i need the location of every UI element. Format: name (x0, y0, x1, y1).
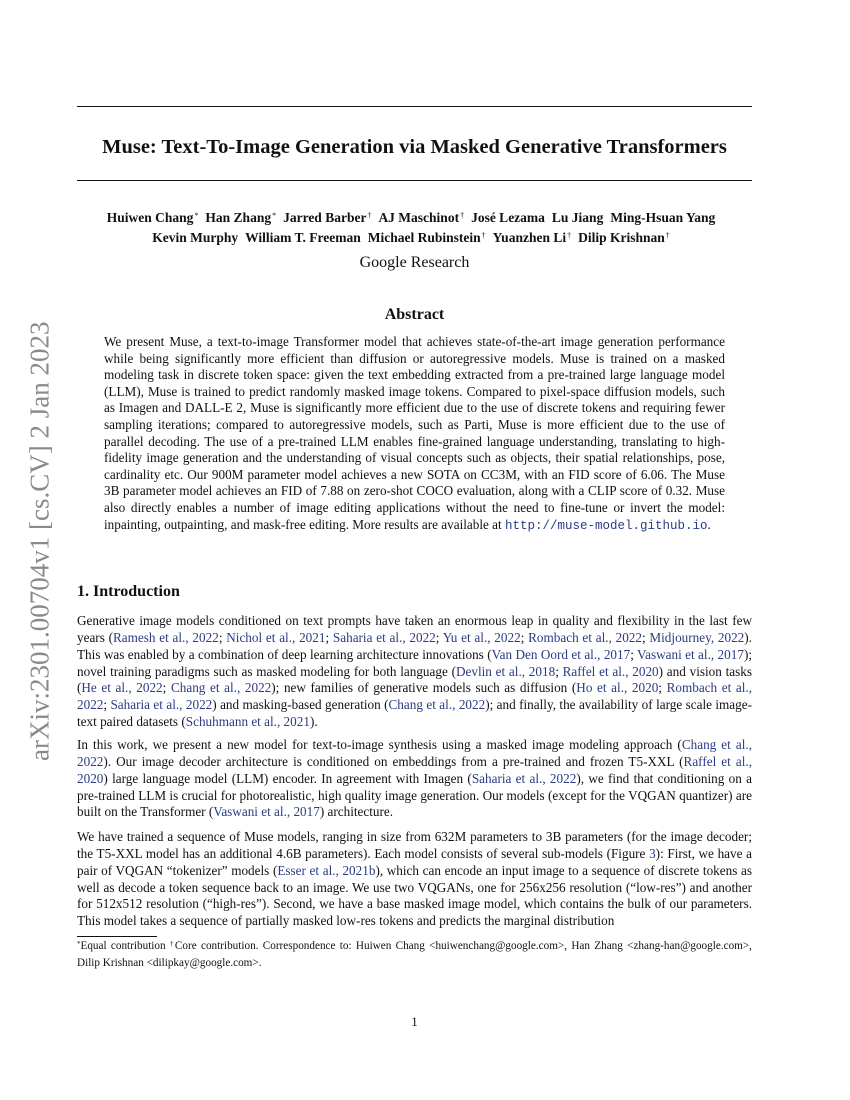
paragraph-text: ), which can encode an input image to a sequence of discrete tokens as well as decode a token sequence back to an image. We use two VQGANs, one for 256x256 resolution (“low-res”) and another for 512x512 resolution (“high-res”). Second, we have a base masked image model, which contains the bulk of our parameters. This model takes a sequence of partially masked low-res tokens and predicts the marginal distribution (77, 862, 752, 929)
author-name-text: Yuanzhen Li (492, 230, 567, 245)
paragraph-text: ; (435, 629, 443, 645)
author-name (205, 210, 276, 225)
author-name (378, 210, 464, 225)
author-name-text: Huiwen Chang (106, 210, 194, 225)
author-name (493, 230, 571, 245)
author-name (610, 210, 715, 225)
author-mark: † (567, 231, 572, 240)
author-name-text: Michael Rubinstein (367, 230, 481, 245)
citation-link[interactable]: Schuhmann et al., 2021 (185, 714, 310, 730)
abstract-url-suffix: . (707, 516, 711, 532)
paragraph-text: ) large language model (LLM) encoder. In agreement with Imagen ( (103, 770, 472, 786)
citation-link[interactable]: Vaswani et al., 2017 (637, 646, 744, 662)
paragraph-text: ; (641, 629, 650, 645)
paper-title: Muse: Text-To-Image Generation via Masked Generative Transformers (102, 136, 727, 158)
page-number: 1 (411, 1014, 418, 1029)
paragraph-text: ) and vision tasks ( (77, 663, 752, 696)
citation-link[interactable]: Saharia et al., 2022 (471, 770, 577, 786)
citation-link[interactable]: Devlin et al., 2018 (455, 663, 556, 679)
paragraph-text: ); new families of generative models such as diffusion ( (271, 680, 577, 696)
author-name (107, 210, 199, 225)
citation-link[interactable]: Rombach et al., 2022 (77, 680, 753, 713)
footnote-rule (77, 936, 157, 937)
author-name (152, 230, 238, 245)
intro-heading: 1. Introduction (77, 583, 180, 600)
footnote-mark-core: † (169, 940, 175, 948)
citation-link[interactable]: Raffel et al., 2020 (562, 663, 659, 679)
footnote-mark-equal: * (77, 940, 81, 948)
citation-link[interactable]: Raffel et al., 2020 (77, 753, 752, 786)
author-name-text: Jarred Barber (283, 210, 367, 225)
author-mark: † (460, 211, 465, 220)
paragraph-text: Generative image models conditioned on text prompts have taken an enormous leap in quality and flexibility in the last few years ( (77, 613, 752, 645)
paragraph-text: ; (520, 629, 529, 645)
author-mark: * (272, 211, 277, 220)
footnote-text-core: Core contribution. Correspondence to: Huiwen Chang <huiwenchang@google.com>, Han Zhang <zhang-han@google.com>, Dilip Krishnan <dilipkay@google.com>. (77, 940, 752, 969)
citation-link[interactable]: Esser et al., 2021b (277, 862, 376, 878)
citation-link[interactable]: Saharia et al., 2022 (332, 629, 436, 645)
footnote-text-equal: Equal contribution (80, 940, 170, 952)
paragraph-text: ; (218, 629, 227, 645)
author-name (368, 230, 486, 245)
citation-link[interactable]: 3 (649, 845, 656, 861)
intro-paragraph-1 (77, 613, 752, 731)
paragraph-text: ) architecture. (319, 804, 394, 820)
affiliation: Google Research (359, 254, 470, 271)
paragraph-text: ; (325, 629, 333, 645)
citation-link[interactable]: Yu et al., 2022 (442, 629, 521, 645)
citation-link[interactable]: Chang et al., 2022 (77, 737, 752, 769)
author-line-1 (77, 209, 752, 229)
author-name-text: Ming-Hsuan Yang (610, 210, 716, 225)
paragraph-text: ); and finally, the availability of large scale image-text paired datasets ( (77, 697, 752, 730)
footnote (77, 939, 752, 972)
citation-link[interactable]: Van Den Oord et al., 2017 (491, 646, 631, 662)
author-name-text: Han Zhang (205, 210, 272, 225)
citation-link[interactable]: Vaswani et al., 2017 (213, 804, 320, 820)
paragraph-text: ; (658, 680, 667, 696)
author-mark: † (481, 231, 486, 240)
paragraph-text: ; (103, 697, 111, 713)
paragraph-text: ; (162, 680, 171, 696)
author-list (77, 209, 752, 249)
paragraph-text: ); novel training paradigms such as masked modeling for both language ( (77, 646, 752, 679)
author-name (283, 210, 371, 225)
author-name (245, 230, 361, 245)
title-top-rule (77, 106, 752, 107)
abstract-body (104, 334, 725, 534)
author-name (471, 210, 545, 225)
author-line-2 (77, 229, 752, 249)
intro-paragraph-3 (77, 829, 752, 930)
paragraph-text: ). Our image decoder architecture is conditioned on embeddings from a pre-trained and frozen T5-XXL ( (103, 753, 684, 769)
arxiv-stamp: arXiv:2301.00704v1 [cs.CV] 2 Jan 2023 (24, 321, 55, 761)
abstract-text: We present Muse, a text-to-image Transformer model that achieves state-of-the-art image generation performance while being significantly more efficient than diffusion or autoregressive models. Muse is trained on a masked modeling task in discrete token space: given the text embedding extracted from a pre-trained large language model (LLM), Muse is trained to predict randomly masked image tokens. Compared to pixel-space diffusion models, such as Imagen and DALL-E 2, Muse is significantly more efficient due to the use of discrete tokens and requiring fewer sampling iterations; compared to autoregressive models, such as Parti, Muse is more efficient due to the use of parallel decoding. The use of a pre-trained LLM enables fine-grained language understanding, translating to high-fidelity image generation and the understanding of visual concepts such as objects, their spatial relationships, pose, cardinality etc. Our 900M parameter model achieves a new SOTA on CC3M, with an FID score of 6.06. The Muse 3B parameter model achieves an FID of 7.88 on zero-shot COCO evaluation, along with a CLIP score of 0.32. Muse also directly enables a number of image editing applications without the need to fine-tune or invert the model: inpainting, outpainting, and mask-free editing. More results are available at (104, 334, 725, 532)
title-bottom-rule (77, 180, 752, 181)
citation-link[interactable]: Saharia et al., 2022 (110, 697, 213, 713)
author-mark: † (665, 231, 670, 240)
citation-link[interactable]: Chang et al., 2022 (388, 697, 486, 713)
project-url-link[interactable]: http://muse-model.github.io (505, 518, 708, 533)
paragraph-text: ), we find that conditioning on a pre-trained LLM is crucial for photorealistic, high quality image generation. Our models (except for the VQGAN quantizer) are built on the Transformer ( (77, 770, 752, 820)
paragraph-text: ; (630, 646, 638, 662)
author-name-text: William T. Freeman (245, 230, 361, 245)
author-name-text: AJ Maschinot (378, 210, 460, 225)
citation-link[interactable]: Rombach et al., 2022 (528, 629, 642, 645)
citation-link[interactable]: Midjourney, 2022 (649, 629, 745, 645)
paragraph-text: ). (309, 714, 318, 730)
citation-link[interactable]: Chang et al., 2022 (170, 680, 272, 696)
citation-link[interactable]: Nichol et al., 2021 (226, 629, 326, 645)
citation-link[interactable]: He et al., 2022 (81, 680, 163, 696)
author-name (552, 210, 603, 225)
author-mark: * (194, 211, 199, 220)
author-name-text: Lu Jiang (551, 210, 604, 225)
paragraph-text: ). This was enabled by a combination of deep learning architecture innovations ( (77, 629, 752, 662)
paragraph-text: ) and masking-based generation ( (212, 697, 389, 713)
author-name-text: Dilip Krishnan (578, 230, 665, 245)
author-mark: † (367, 211, 372, 220)
citation-link[interactable]: Ho et al., 2020 (576, 680, 659, 696)
abstract-heading: Abstract (384, 306, 445, 323)
citation-link[interactable]: Ramesh et al., 2022 (113, 629, 219, 645)
intro-paragraph-2 (77, 737, 752, 821)
paragraph-text: ; (555, 663, 563, 679)
author-name-text: José Lezama (471, 210, 545, 225)
paragraph-text: ): First, we have a pair of VQGAN “tokenizer” models ( (77, 845, 752, 878)
paragraph-text: We have trained a sequence of Muse models, ranging in size from 632M parameters to 3B parameters (for the image decoder; the T5-XXL model has an additional 4.6B parameters). Each model consists of several sub-models (Figure (77, 829, 752, 861)
author-name (578, 230, 670, 245)
paragraph-text: In this work, we present a new model for text-to-image synthesis using a masked image modeling approach ( (77, 737, 682, 752)
author-name-text: Kevin Murphy (152, 230, 239, 245)
